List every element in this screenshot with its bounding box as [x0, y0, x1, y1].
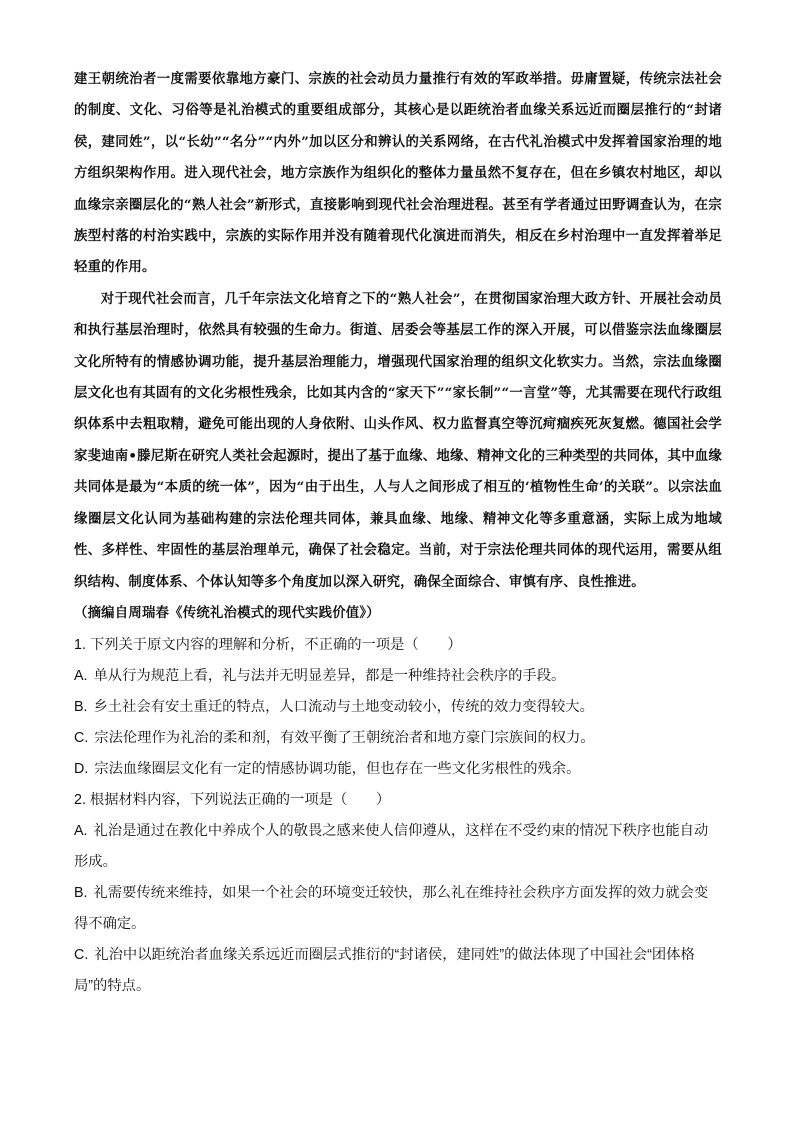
question-list: [74, 630, 722, 1002]
question-1: [74, 630, 722, 785]
question-2: [74, 785, 722, 1002]
answer-option: [74, 878, 722, 940]
question-stem: 1. 下列关于原文内容的理解和分析，不正确的一项是（ ）: [74, 637, 462, 654]
passage-source: （摘编自周瑞春《传统礼治模式的现代实践价值》）: [74, 604, 380, 621]
answer-option: [74, 816, 722, 878]
option-text: 宗法血缘圈层文化有一定的情感协调功能，但也存在一些文化劣根性的残余。: [94, 761, 581, 778]
question-stem: 2. 根据材料内容，下列说法正确的一项是（ ）: [74, 792, 391, 809]
exam-page: [74, 64, 722, 1002]
option-letter: B.: [74, 699, 88, 716]
option-letter: C.: [74, 730, 89, 747]
option-letter: A.: [74, 668, 88, 685]
answer-option: [74, 692, 722, 723]
reading-passage: [74, 64, 722, 629]
option-text: 宗法伦理作为礼治的柔和剂，有效平衡了王朝统治者和地方豪门宗族间的权力。: [94, 730, 595, 747]
option-letter: C.: [74, 947, 89, 964]
answer-option: [74, 661, 722, 692]
option-letter: A.: [74, 823, 88, 840]
option-text: 乡土社会有安土重迁的特点，人口流动与土地变动较小，传统的效力变得较大。: [93, 699, 594, 716]
answer-option: [74, 754, 722, 785]
answer-option: [74, 940, 722, 1002]
passage-paragraph: 建王朝统治者一度需要依靠地方豪门、宗族的社会动员力量推行有效的军政举措。毋庸置疑，传统宗法社会的制度、文化、习俗等是礼治模式的重要组成部分，其核心是以距统治者血缘关系远近而圈层推行的“封诸侯，建同姓”，以“长幼”“名分”“内外”加以区分和辨认的关系网络，在古代礼治模式中发挥着国家治理的地方组织架构作用。进入现代社会，地方宗族作为组织化的整体力量虽然不复存在，但在乡镇农村地区，却以血缘宗亲圈层化的“熟人社会”新形式，直接影响到现代社会治理进程。甚至有学者通过田野调查认为，在宗族型村落的村治实践中，宗族的实际作用并没有随着现代化演进而消失，相反在乡村治理中一直发挥着举足轻重的作用。: [74, 71, 722, 276]
option-text: 单从行为规范上看，礼与法并无明显差异，都是一种维持社会秩序的手段。: [93, 668, 566, 685]
option-text: 礼治是通过在教化中养成个人的敬畏之感来使人信仰遵从，这样在不受约束的情况下秩序也能自动形成。: [74, 823, 709, 871]
passage-paragraph: 对于现代社会而言，几千年宗法文化培育之下的“熟人社会”，在贯彻国家治理大政方针、开展社会动员和执行基层治理时，依然具有较强的生命力。街道、居委会等基层工作的深入开展，可以借鉴宗法血缘圈层文化所特有的情感协调功能，提升基层治理能力，增强现代国家治理的组织文化软实力。当然，宗法血缘圈层文化也有其固有的文化劣根性残余，比如其内含的“家天下”“家长制”“一言堂”等，尤其需要在现代行政组织体系中去粗取精，避免可能出现的人身依附、山头作风、权力监督真空等沉疴痼疾死灰复燃。德国社会学家斐迪南•滕尼斯在研究人类社会起源时，提出了基于血缘、地缘、精神文化的三种类型的共同体，其中血缘共同体是最为“本质的统一体”，因为“由于出生，人与人之间形成了相互的‘植物性生命’的关联”。以宗法血缘圈层文化认同为基础构建的宗法伦理共同体，兼具血缘、地缘、精神文化等多重意涵，实际上成为地域性、多样性、牢固性的基层治理单元，确保了社会稳定。当前，对于宗法伦理共同体的现代运用，需要从组织结构、制度体系、个体认知等多个角度加以深入研究，确保全面综合、审慎有序、良性推进。: [74, 290, 722, 590]
option-letter: B.: [74, 885, 88, 902]
answer-option: [74, 723, 722, 754]
option-text: 礼治中以距统治者血缘关系远近而圈层式推衍的“封诸侯，建同姓”的做法体现了中国社会“团体格局”的特点。: [74, 947, 695, 995]
option-letter: D.: [74, 761, 89, 778]
option-text: 礼需要传统来维持，如果一个社会的环境变迁较快，那么礼在维持社会秩序方面发挥的效力就会变得不确定。: [74, 885, 709, 933]
